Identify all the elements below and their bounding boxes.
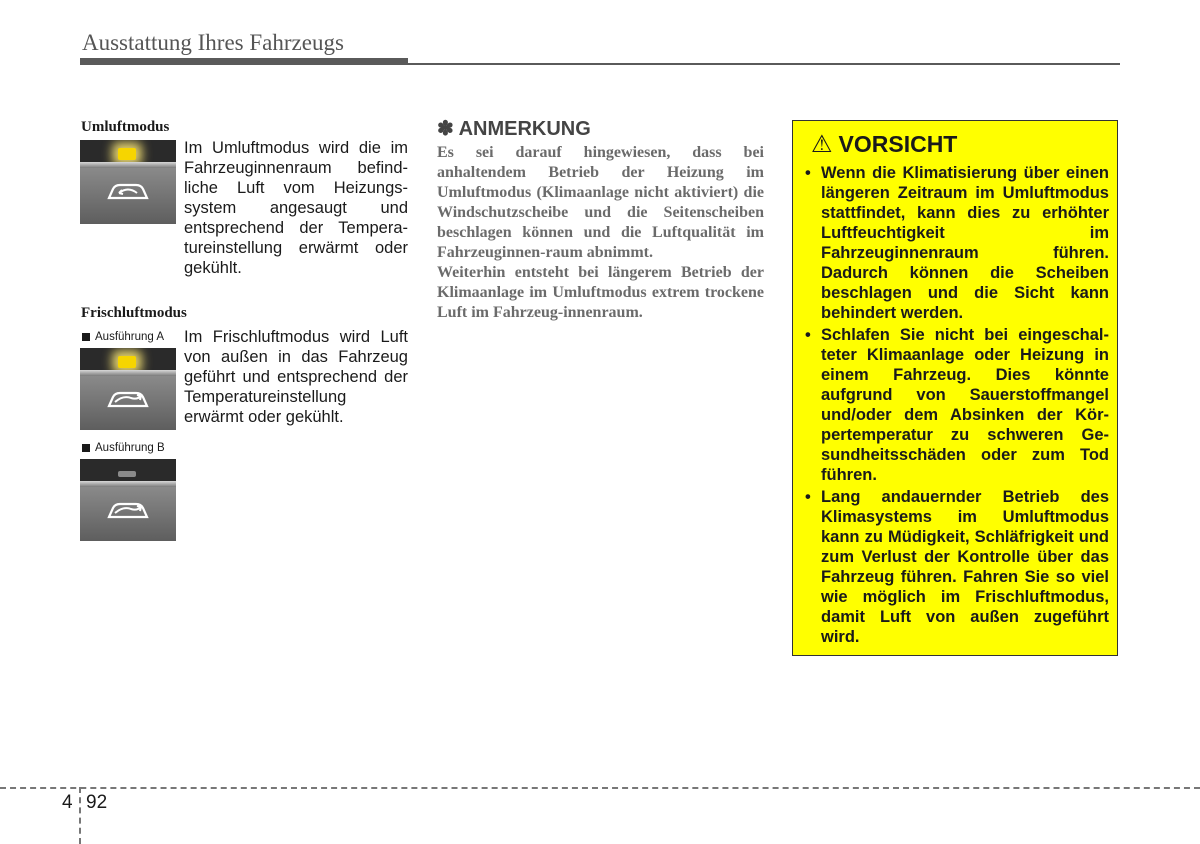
fresh-description: Im Frischluftmodus wird Luft von außen in das Fahrzeug geführt und entsprechend der Temperatureinstellung erwärmt oder gekühlt.	[184, 328, 408, 426]
recirc-button-image	[80, 140, 176, 224]
note-paragraph-1: Es sei darauf hingewiesen, dass bei anhaltendem Betrieb der Heizung im Umluftmodus (Klimaanlage nicht aktiviert) die Windschutzscheibe und die Seitenscheiben beschlagen können und die Luftqualität im Fahrzeuginnen-raum abnimmt.	[437, 144, 764, 261]
footer-vertical-divider	[79, 787, 81, 844]
caution-title: VORSICHT	[838, 131, 958, 157]
header-rule-thick	[80, 58, 408, 65]
fresh-air-car-icon	[105, 384, 151, 414]
caution-box	[792, 120, 1118, 656]
caution-list	[803, 163, 1109, 649]
recirc-description: Im Umluftmodus wird die im Fahrzeuginnenraum befind-liche Luft vom Heizungs-system angesaugt und entsprechend der Tempera-tureinstellung erwärmt oder gekühlt.	[184, 139, 408, 277]
fresh-air-car-icon	[105, 495, 151, 525]
note-paragraph-2: Weiterhin entsteht bei längerem Betrieb der Klimaanlage im Umluftmodus extrem trockene Luft im Fahrzeug-innenraum.	[437, 264, 764, 321]
chapter-number: 4	[62, 792, 73, 813]
note-title: ✽ ANMERKUNG	[437, 118, 591, 140]
caution-item: • Lang andauernder Betrieb des Klimasystems im Umluftmodus kann zu Müdigkeit, Schläfrigkeit und zum Verlust der Kontrolle über das Fahrzeug führen. Fahren Sie so viel wie möglich im Frischluftmodus, damit Luft von außen zugeführt wird.	[805, 488, 1109, 646]
caution-item: • Schlafen Sie nicht bei eingeschal-teter Klimaanlage oder Heizung in einem Fahrzeug. Dies könnte aufgrund von Sauerstoffmangel und/oder dem Absinken der Kör-pertemperatur zu schweren Ge-sundheitsschäden oder zum Tod führen.	[805, 326, 1109, 484]
variant-square-icon	[82, 444, 90, 452]
caution-header	[811, 131, 957, 158]
variant-square-icon	[82, 333, 90, 341]
caution-item: • Wenn die Klimatisierung über einen längeren Zeitraum im Umluftmodus stattfindet, kann dies zu erhöhter Luftfeuchtigkeit im Fahrzeuginnenraum führen. Dadurch können die Scheiben beschlagen und die Sicht kann behindert werden.	[805, 164, 1109, 322]
note-body	[437, 143, 764, 323]
indicator-lamp-on-icon	[118, 356, 136, 368]
warning-triangle-icon: ⚠	[811, 130, 833, 158]
page-number: 92	[86, 792, 108, 813]
recirculation-car-icon	[105, 176, 151, 206]
recirc-heading: Umluftmodus	[81, 119, 170, 135]
fresh-button-image-a	[80, 348, 176, 430]
indicator-lamp-on-icon	[118, 148, 136, 160]
variant-a-label: Ausführung A	[82, 331, 164, 343]
footer-divider	[0, 787, 1200, 789]
header-rule-thin	[408, 63, 1120, 65]
fresh-heading: Frischluftmodus	[81, 305, 187, 321]
indicator-lamp-off-icon	[118, 471, 136, 477]
variant-b-label: Ausführung B	[82, 442, 165, 454]
fresh-button-image-b	[80, 459, 176, 541]
page-header-title: Ausstattung Ihres Fahrzeugs	[82, 30, 344, 55]
